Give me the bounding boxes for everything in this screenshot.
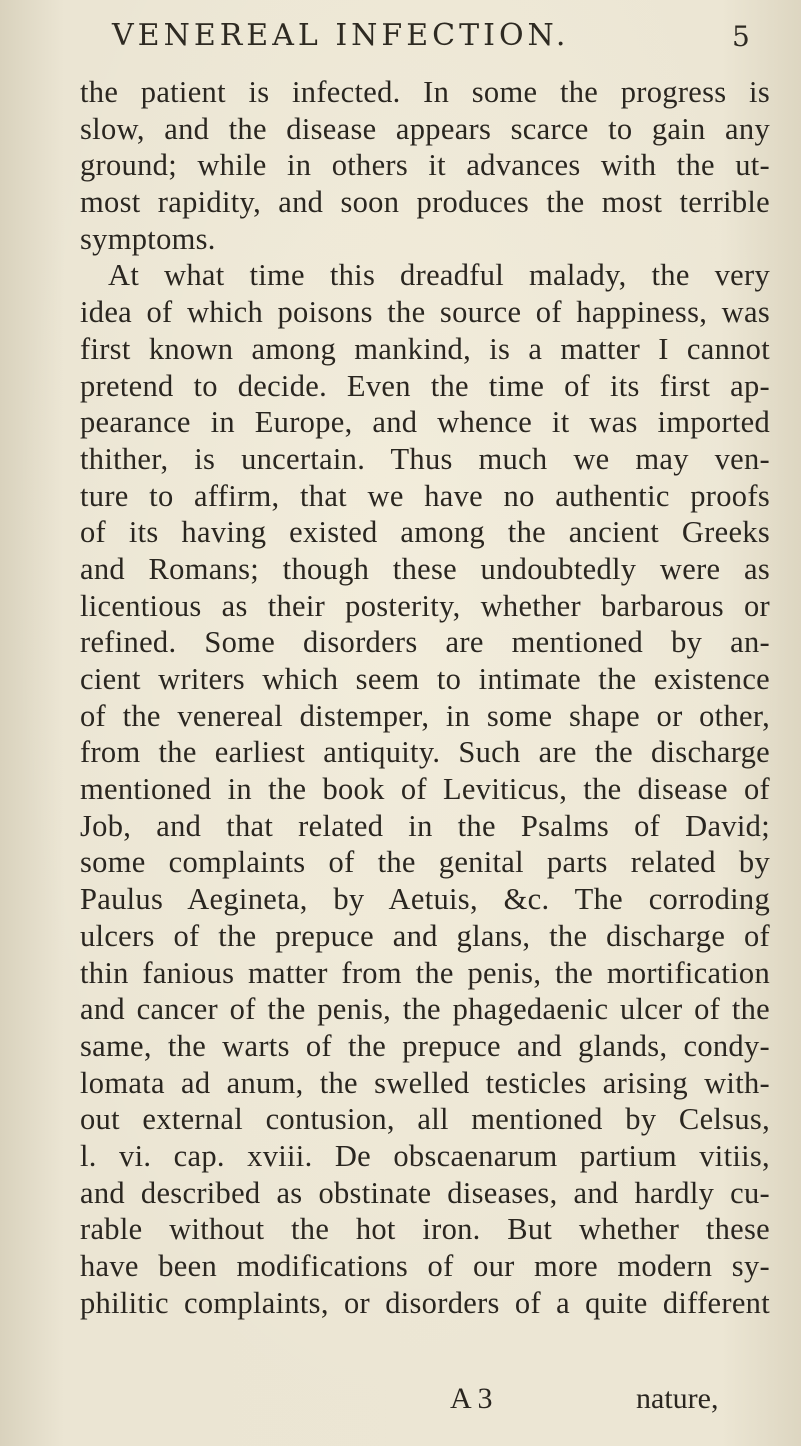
- text-line: mentioned in the book of Leviticus, the disease of: [80, 772, 770, 807]
- text-line: pearance in Europe, and whence it was imported: [80, 405, 770, 440]
- text-line: Job, and that related in the Psalms of David;: [80, 808, 770, 843]
- text-line: same, the warts of the prepuce and glands, condy-: [80, 1028, 770, 1063]
- text-line: some complaints of the genital parts related by: [80, 845, 770, 880]
- text-line: from the earliest antiquity. Such are the discharge: [80, 735, 770, 770]
- text-line: and described as obstinate diseases, and hardly cu-: [80, 1175, 770, 1210]
- text-line: ulcers of the prepuce and glans, the discharge of: [80, 918, 770, 953]
- text-line: idea of which poisons the source of happiness, was: [80, 295, 770, 330]
- text-line: most rapidity, and soon produces the most terrible: [80, 185, 770, 220]
- catchword: nature,: [636, 1382, 719, 1415]
- text-line: and Romans; though these undoubtedly were as: [80, 551, 770, 586]
- page-number: 5: [732, 20, 750, 53]
- running-head: VENEREAL INFECTION.: [112, 18, 570, 53]
- text-line: first known among mankind, is a matter I cannot: [80, 331, 770, 366]
- text-line: of the venereal distemper, in some shape or other,: [80, 698, 770, 733]
- text-line: thin fanious matter from the penis, the mortification: [80, 955, 770, 990]
- text-line: symptoms.: [80, 221, 216, 256]
- text-line: the patient is infected. In some the progress is: [80, 75, 770, 109]
- body-text: [40, 74, 770, 1321]
- signature-mark: A 3: [450, 1382, 493, 1415]
- text-line: ture to affirm, that we have no authentic proofs: [80, 478, 770, 513]
- text-line: lomata ad anum, the swelled testicles arising with-: [80, 1065, 770, 1100]
- text-line: licentious as their posterity, whether barbarous or: [80, 588, 770, 623]
- text-line: have been modifications of our more modern sy-: [80, 1249, 770, 1283]
- text-line: thither, is uncertain. Thus much we may ven-: [80, 441, 770, 476]
- text-line: At what time this dreadful malady, the very: [108, 258, 770, 293]
- text-line: of its having existed among the ancient Greeks: [80, 515, 770, 550]
- text-line: rable without the hot iron. But whether these: [80, 1212, 770, 1247]
- text-line: cient writers which seem to intimate the existence: [80, 662, 770, 696]
- text-line: philitic complaints, or disorders of a quite different: [80, 1285, 770, 1320]
- text-line: pretend to decide. Even the time of its first ap-: [80, 368, 770, 403]
- text-line: and cancer of the penis, the phagedaenic ulcer of the: [80, 992, 770, 1027]
- text-line: l. vi. cap. xviii. De obscaenarum partium vitiis,: [80, 1138, 770, 1173]
- text-line: Paulus Aegineta, by Aetuis, &c. The corroding: [80, 882, 770, 917]
- text-line: ground; while in others it advances with the ut-: [80, 148, 770, 183]
- text-line: out external contusion, all mentioned by Celsus,: [80, 1102, 770, 1137]
- text-line: slow, and the disease appears scarce to gain any: [80, 111, 770, 146]
- text-line: refined. Some disorders are mentioned by an-: [80, 625, 770, 660]
